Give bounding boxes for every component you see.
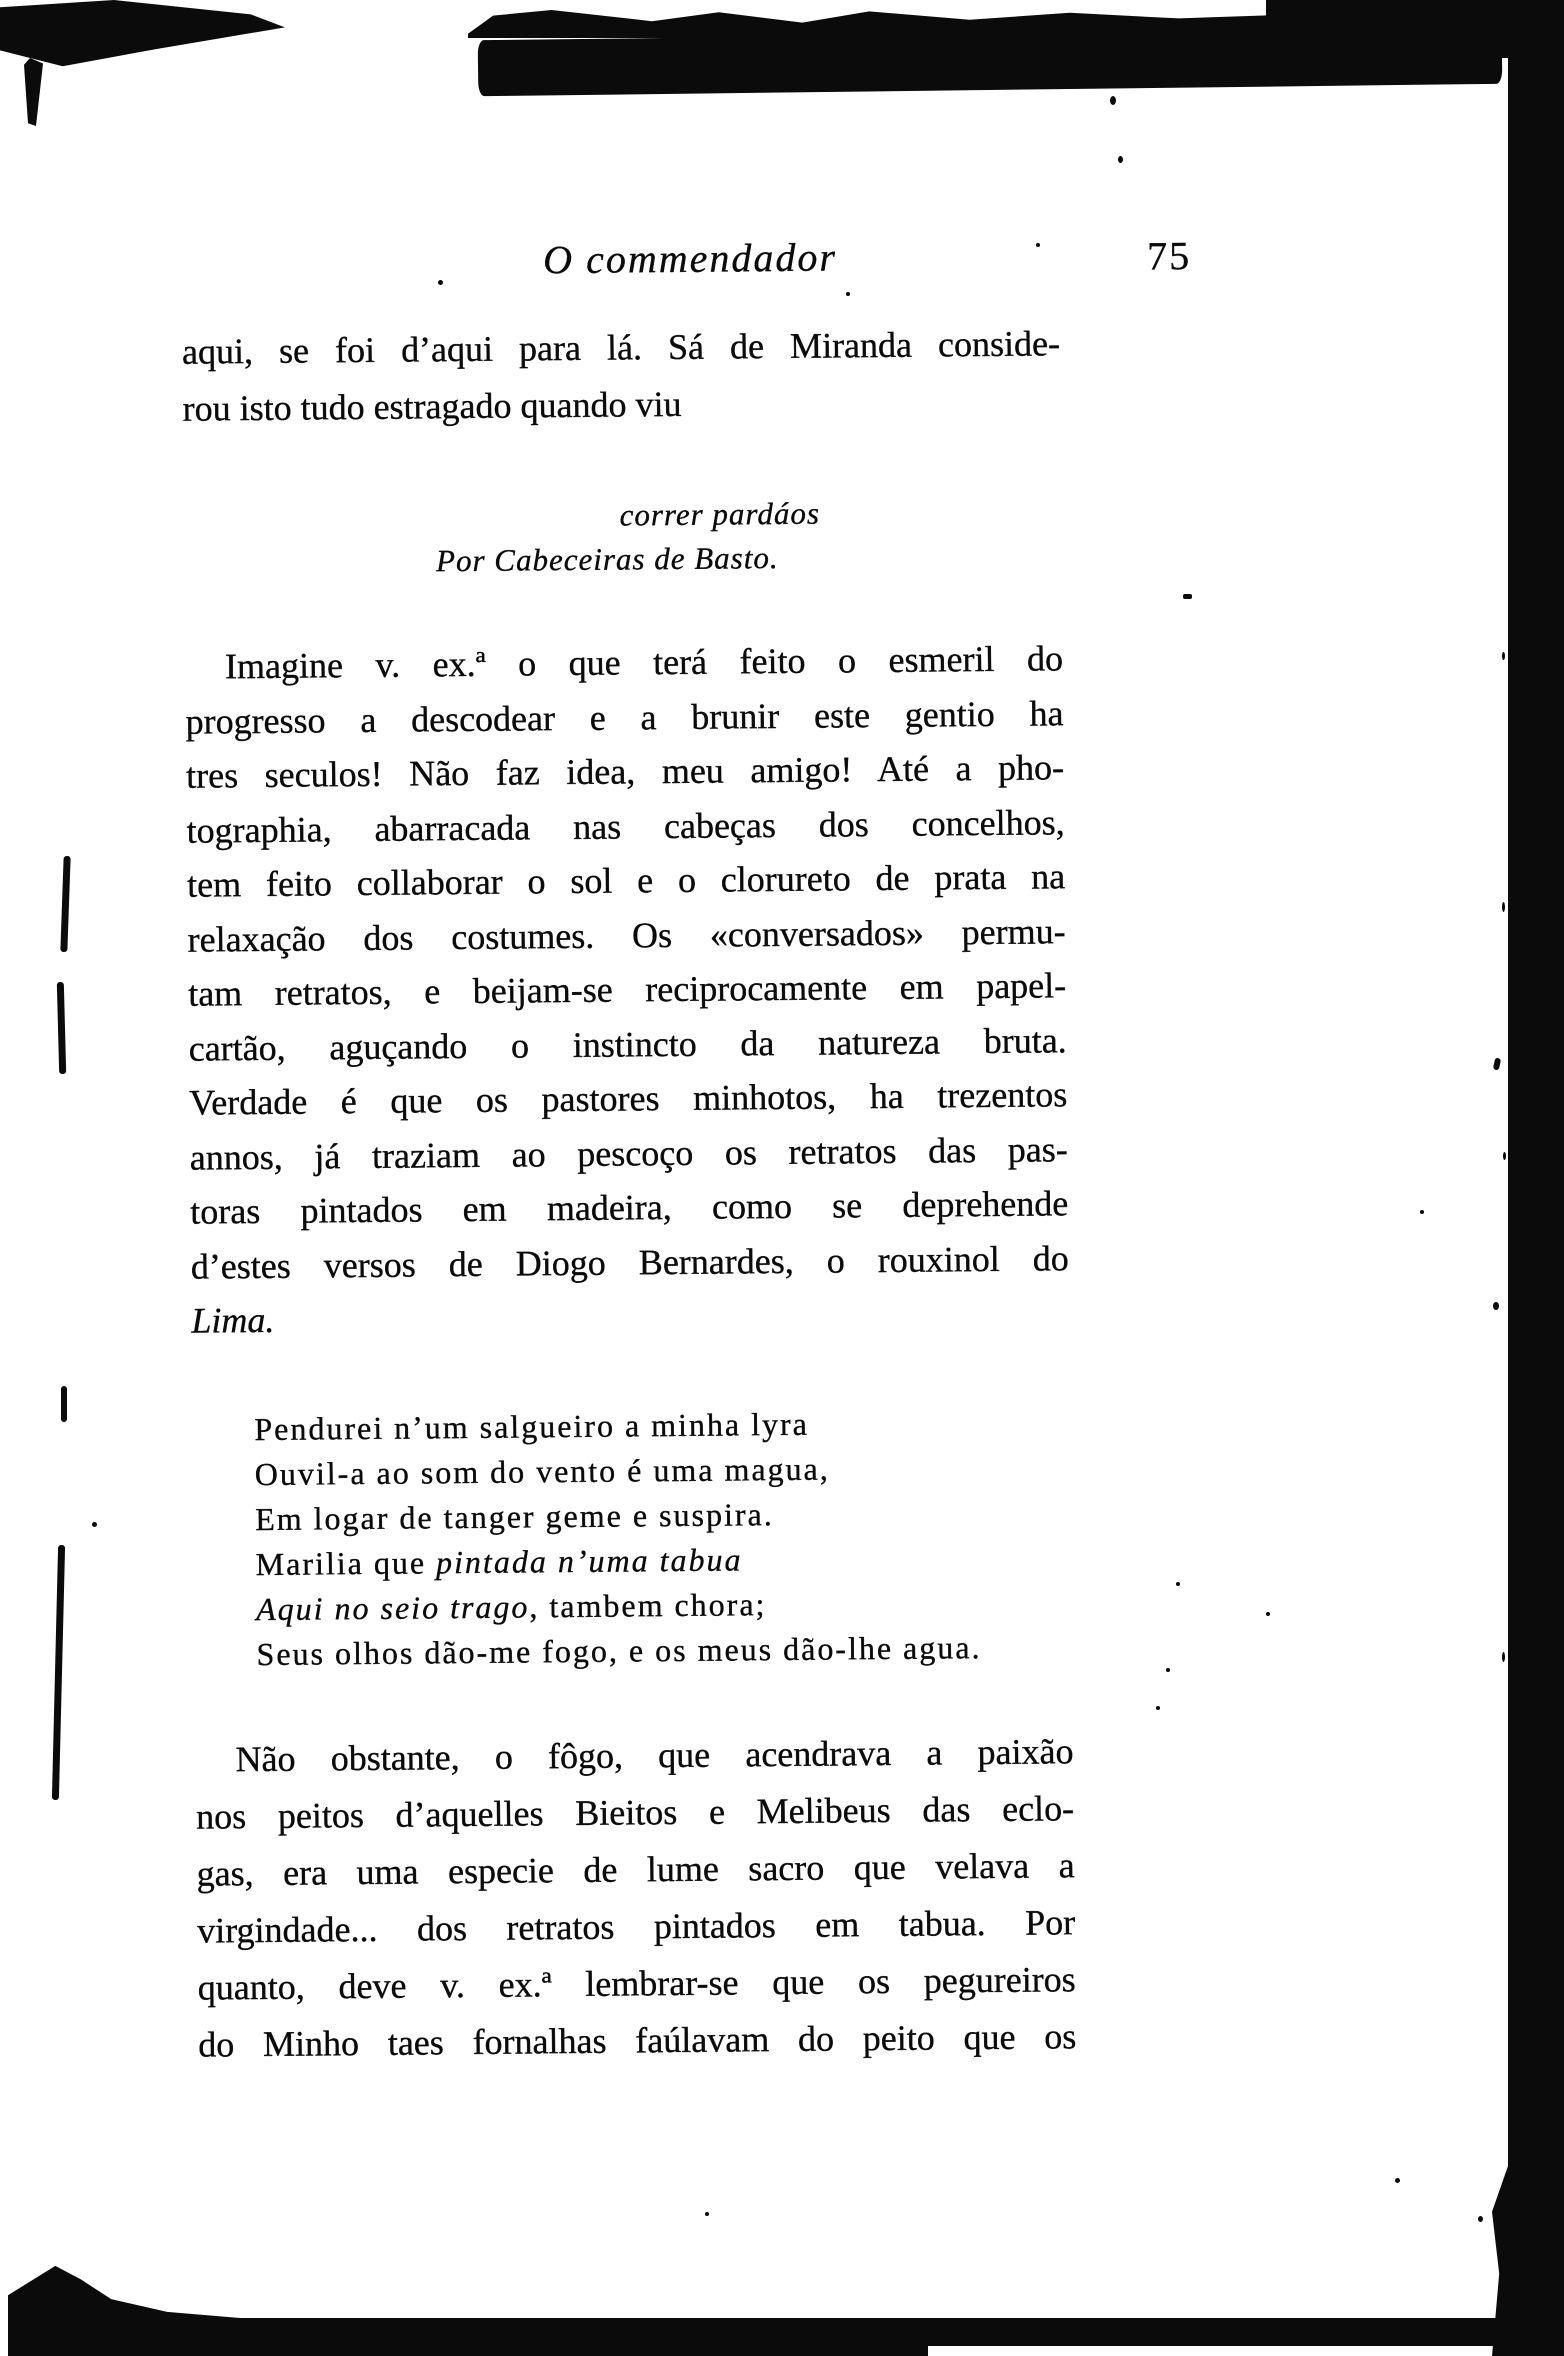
text-line: rou isto tudo estragado quando viu <box>182 383 682 429</box>
text-line: toras pintados em madeira, como se deprehende <box>190 1183 1069 1232</box>
text-line: gas, era uma especie de lume sacro que velava a <box>196 1845 1075 1894</box>
text-line: Marilia que pintada n’uma tabua <box>255 1541 743 1583</box>
paragraph-continuation <box>182 315 1061 437</box>
text-line: aqui, se foi d’aqui para lá. Sá de Miranda conside- <box>181 323 1061 372</box>
text-line: cartão, aguçando o instincto da natureza bruta. <box>188 1019 1067 1069</box>
text-line: quanto, deve v. ex.ª lembrar-se que os pegureiros <box>197 1959 1076 2008</box>
text-line: Em logar de tanger geme e suspira. <box>255 1496 774 1538</box>
text-line: Lima. <box>191 1299 275 1341</box>
text-line: d’estes versos de Diogo Bernardes, o rouxinol do <box>190 1237 1069 1287</box>
text-line: tam retratos, e beijam-se reciprocamente em papel- <box>188 965 1067 1014</box>
text-line: tres seculos! Não faz idea, meu amigo! Até a pho- <box>185 747 1065 796</box>
text-line: Pendurei n’um salgueiro a minha lyra <box>254 1405 810 1448</box>
text-line: Seus olhos dão-me fogo, e os meus dão-lhe agua. <box>256 1629 982 1673</box>
header-title: O commendador <box>542 234 838 283</box>
paragraph <box>195 1723 1076 2073</box>
running-header <box>0 227 1556 306</box>
verse-quotation <box>183 489 1062 585</box>
text-line: do Minho taes fornalhas faúlavam do peito que os <box>198 2016 1077 2065</box>
text-line: tem feito collaborar o sol e o clorureto de prata na <box>186 856 1066 905</box>
text-line: relaxação dos costumes. Os «conversados» permu- <box>187 910 1066 960</box>
text-line: Ouvil-a ao som do vento é uma magua, <box>254 1450 830 1493</box>
text-line: Verdade é que os pastores minhotos, ha trezentos <box>189 1074 1068 1123</box>
text-line: tographia, abarracada nas cabeças dos concelhos, <box>186 801 1065 851</box>
page-number: 75 <box>1146 233 1192 279</box>
text-line: Aqui no seio trago, tambem chora; <box>255 1586 767 1628</box>
text-line: Por Cabeceiras de Basto. <box>435 540 779 579</box>
text-line: correr pardáos <box>619 495 821 533</box>
text-line: progresso a descodear e a brunir este gentio ha <box>185 692 1064 742</box>
paragraph <box>185 631 1070 1348</box>
text-line: annos, já traziam ao pescoço os retratos das pas- <box>189 1128 1068 1178</box>
text-line: Não obstante, o fôgo, que acendrava a paixão <box>235 1731 1074 1780</box>
text-line: nos peitos d’aquelles Bieitos e Melibeus das eclo- <box>195 1788 1075 1837</box>
text-line: virgindade... dos retratos pintados em tabua. Por <box>197 1902 1076 1951</box>
text-line: Imagine v. ex.ª o que terá feito o esmeril do <box>224 638 1064 687</box>
poem-quotation <box>254 1398 1157 1677</box>
